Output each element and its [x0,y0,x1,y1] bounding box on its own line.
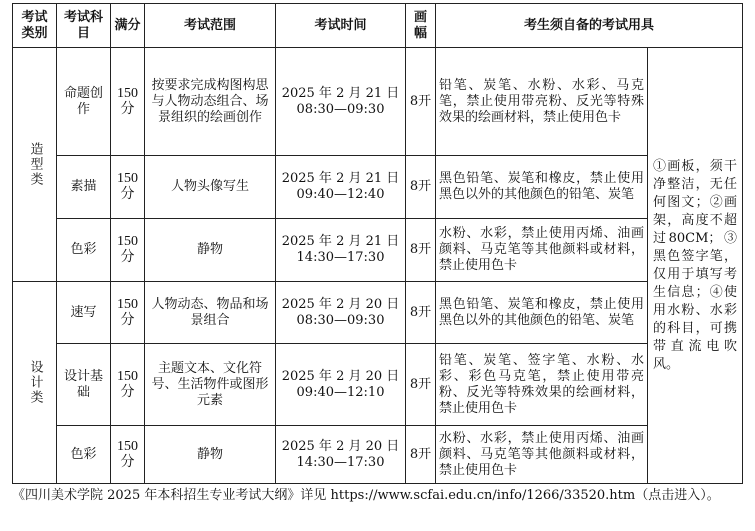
supplies-cell: 水粉、水彩，禁止使用丙烯、油画颜料、马克笔等其他颜料或材料，禁止使用色卡 [436,219,648,282]
footer-note [12,487,747,505]
time-date: 2025 年 2 月 20 日 [281,438,400,454]
supplies-cell: 铅笔、炭笔、签字笔、水粉、水彩、彩色马克笔，禁止使用带亮粉、反光等特殊效果的绘画材料，禁止使用色卡 [436,344,648,426]
category-label: 造型类 [27,142,43,187]
format-cell: 8开 [406,219,436,282]
supplies-cell: 水粉、水彩，禁止使用丙烯、油画颜料、马克笔等其他颜料或材料，禁止使用色卡 [436,426,648,484]
header-category: 考试类别 [13,4,57,48]
time-date: 2025 年 2 月 21 日 [281,171,400,186]
score-cell: 150分 [111,282,145,344]
syllabus-link[interactable]: https://www.scfai.edu.cn/info/1266/33520.htm [330,488,636,503]
table-row [13,219,743,282]
header-scope: 考试范围 [145,4,276,48]
table-row [13,344,743,426]
time-range: 08:30—09:30 [296,312,385,328]
time-range: 09:40—12:40 [296,187,385,202]
score-cell: 150分 [111,344,145,426]
subject-cell: 色彩 [57,219,111,282]
time-cell [276,156,406,219]
time-cell [276,48,406,156]
subject-cell: 速写 [57,282,111,344]
subject-cell: 设计基础 [57,344,111,426]
time-cell [276,426,406,484]
scope-cell: 人物动态、物品和场景组合 [145,282,276,344]
time-range: 14:30—17:30 [296,250,385,265]
header-full-score: 满分 [111,4,145,48]
supplies-cell: 黑色铅笔、炭笔和橡皮，禁止使用黑色以外的其他颜色的铅笔、炭笔 [436,156,648,219]
footer-suffix: （点击进入）。 [635,488,720,503]
category-cell [13,282,57,484]
scope-cell: 人物头像写生 [145,156,276,219]
time-range: 09:40—12:10 [296,384,385,400]
table-row [13,426,743,484]
format-cell: 8开 [406,344,436,426]
exam-schedule-table [12,3,743,484]
time-cell [276,282,406,344]
header-supplies: 考生须自备的考试用具 [436,4,743,48]
time-range: 14:30—17:30 [296,454,385,470]
table-row [13,282,743,344]
score-cell: 150分 [111,48,145,156]
score-cell: 150分 [111,426,145,484]
header-row [13,4,743,48]
table-row [13,156,743,219]
format-cell: 8开 [406,282,436,344]
header-time: 考试时间 [276,4,406,48]
format-cell: 8开 [406,426,436,484]
scope-cell: 按要求完成构图构思与人物动态组合、场景组织的绘画创作 [145,48,276,156]
time-date: 2025 年 2 月 20 日 [281,368,400,384]
format-cell: 8开 [406,156,436,219]
category-label: 设计类 [27,360,43,405]
supplies-cell: 铅笔、炭笔、水粉、水彩、马克笔，禁止使用带亮粉、反光等特殊效果的绘画材料，禁止使用色卡 [436,48,648,156]
subject-cell: 素描 [57,156,111,219]
supplies-cell: 黑色铅笔、炭笔和橡皮，禁止使用黑色以外的其他颜色的铅笔、炭笔 [436,282,648,344]
time-date: 2025 年 2 月 20 日 [281,296,400,312]
table-row [13,48,743,156]
score-cell: 150分 [111,156,145,219]
scope-cell: 静物 [145,219,276,282]
scope-cell: 主题文本、文化符号、生活物件或图形元素 [145,344,276,426]
scope-cell: 静物 [145,426,276,484]
common-notes-cell: ①画板，须干净整洁，无任何图文；②画架，高度不超过80CM；③黑色签字笔，仅用于填写考生信息；④使用水粉、水彩的科目，可携带直流电吹风。 [648,48,743,484]
footer-text: 《四川美术学院 2025 年本科招生专业考试大纲》详见 [12,488,327,503]
subject-cell: 命题创作 [57,48,111,156]
header-format: 画幅 [406,4,436,48]
header-subject: 考试科目 [57,4,111,48]
subject-cell: 色彩 [57,426,111,484]
time-date: 2025 年 2 月 21 日 [281,85,400,101]
time-date: 2025 年 2 月 21 日 [281,234,400,249]
score-cell: 150分 [111,219,145,282]
format-cell: 8开 [406,48,436,156]
time-cell [276,344,406,426]
time-cell [276,219,406,282]
category-cell [13,48,57,282]
time-range: 08:30—09:30 [296,101,385,117]
